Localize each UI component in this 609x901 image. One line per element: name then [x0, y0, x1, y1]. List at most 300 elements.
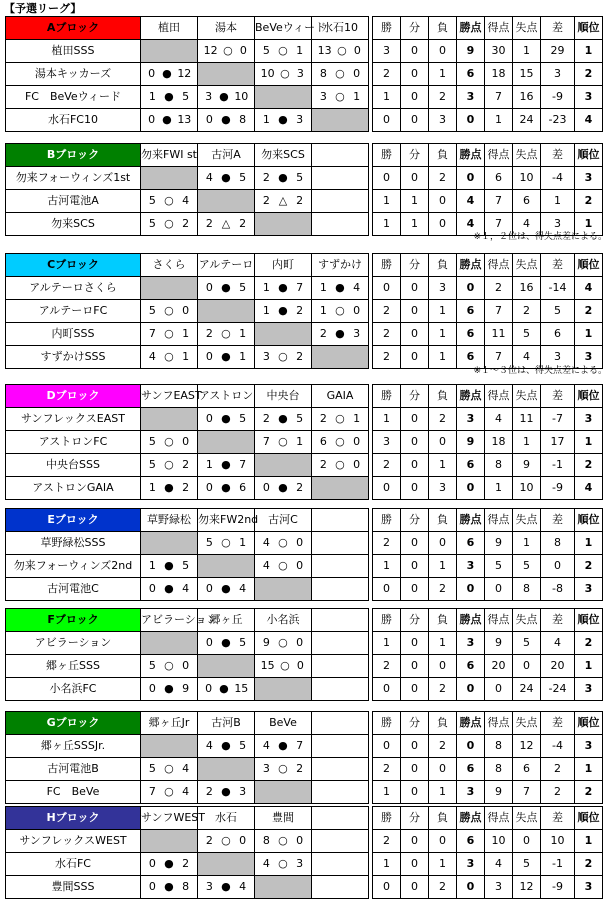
stat-header: 勝: [373, 254, 401, 277]
draws: 0: [401, 40, 429, 63]
goals-for: 3: [205, 880, 213, 893]
goals-for: 7: [262, 435, 270, 448]
opponent-header: 勿来FW2nd: [198, 509, 255, 532]
rank: 2: [575, 555, 603, 578]
result-mark: ○: [278, 44, 288, 57]
goals-conceded: 1: [513, 40, 541, 63]
opponent-header: 植田: [141, 17, 198, 40]
opponent-header: 勿来SCS: [255, 144, 312, 167]
goals-against: 0: [296, 536, 304, 549]
goals-for: 5: [205, 536, 213, 549]
rank: 1: [575, 532, 603, 555]
goals-against: 3: [296, 113, 304, 126]
match-result: [255, 431, 312, 454]
goals-scored: 18: [485, 431, 513, 454]
self-match-cell: [255, 323, 312, 346]
goals-against: 5: [239, 171, 247, 184]
wins: 3: [373, 40, 401, 63]
goals-against: 0: [296, 559, 304, 572]
goal-difference: 2: [541, 758, 575, 781]
goals-against: 15: [234, 682, 249, 695]
tiebreak-note: ※１，２位は、得失点差による。: [473, 232, 607, 242]
wins: 2: [373, 454, 401, 477]
team-name: 中央台SSS: [6, 454, 141, 477]
team-row: [6, 63, 603, 86]
block-name: Eブロック: [6, 509, 141, 532]
wins: 2: [373, 830, 401, 853]
draws: 0: [401, 655, 429, 678]
wins: 0: [373, 277, 401, 300]
block-name: Gブロック: [6, 712, 141, 735]
opponent-header: [312, 807, 369, 830]
points: 0: [457, 477, 485, 500]
result-mark: ●: [335, 327, 345, 340]
goal-difference: -23: [541, 109, 575, 132]
score: [141, 758, 197, 780]
result-mark: ○: [278, 834, 288, 847]
match-result: [198, 876, 255, 899]
result-mark: ○: [278, 857, 288, 870]
goals-conceded: 10: [513, 167, 541, 190]
result-mark: ●: [164, 880, 174, 893]
goals-conceded: 5: [513, 323, 541, 346]
goals-conceded: 4: [513, 213, 541, 236]
stat-header: 負: [429, 712, 457, 735]
score: [255, 408, 311, 430]
stat-header: 勝: [373, 17, 401, 40]
match-result: [312, 853, 369, 876]
losses: 2: [429, 167, 457, 190]
goals-against: 9: [182, 682, 190, 695]
rank: 2: [575, 454, 603, 477]
losses: 3: [429, 109, 457, 132]
match-result: [255, 167, 312, 190]
team-row: [6, 86, 603, 109]
score: [198, 40, 254, 62]
goals-for: 5: [262, 44, 270, 57]
result-mark: ○: [335, 458, 345, 471]
points: 6: [457, 454, 485, 477]
goals-for: 0: [148, 67, 156, 80]
rank: 3: [575, 167, 603, 190]
match-result: [312, 300, 369, 323]
team-name: 小名浜FC: [6, 678, 141, 701]
goals-against: 3: [296, 67, 304, 80]
goal-difference: -24: [541, 678, 575, 701]
team-row: [6, 190, 603, 213]
score: [141, 190, 197, 212]
score: [141, 300, 197, 322]
match-result: [141, 109, 198, 132]
match-result: [312, 40, 369, 63]
goal-difference: -4: [541, 167, 575, 190]
self-match-cell: [141, 167, 198, 190]
opponent-header: 水石10: [312, 17, 369, 40]
rank: 1: [575, 830, 603, 853]
block-g: [5, 711, 602, 804]
match-result: [198, 346, 255, 369]
result-mark: ○: [335, 412, 345, 425]
stat-header: 分: [401, 807, 429, 830]
match-result: [141, 346, 198, 369]
goals-against: 5: [239, 636, 247, 649]
stat-header: 差: [541, 385, 575, 408]
score: [141, 86, 197, 108]
match-result: [255, 555, 312, 578]
match-result: [198, 454, 255, 477]
header-row: [6, 144, 603, 167]
result-mark: ●: [164, 857, 174, 870]
team-name: アビラーション: [6, 632, 141, 655]
wins: 1: [373, 853, 401, 876]
score: [141, 213, 197, 235]
self-match-cell: [141, 408, 198, 431]
score: [255, 532, 311, 554]
match-result: [141, 213, 198, 236]
stat-header: 勝: [373, 144, 401, 167]
result-mark: ●: [221, 582, 231, 595]
self-match-cell: [198, 853, 255, 876]
score: [141, 431, 197, 453]
goals-against: 1: [353, 90, 361, 103]
goals-against: 0: [296, 659, 304, 672]
rank: 4: [575, 477, 603, 500]
goals-for: 4: [262, 857, 270, 870]
stat-header: 分: [401, 144, 429, 167]
rank: 4: [575, 277, 603, 300]
team-row: [6, 876, 603, 899]
goals-scored: 7: [485, 190, 513, 213]
team-name: サンフレックスWEST: [6, 830, 141, 853]
goals-scored: 6: [485, 167, 513, 190]
rank: 2: [575, 190, 603, 213]
score: [198, 277, 254, 299]
goals-for: 0: [148, 582, 156, 595]
goals-conceded: 1: [513, 532, 541, 555]
team-name: 古河電池A: [6, 190, 141, 213]
self-match-cell: [141, 40, 198, 63]
match-result: [141, 431, 198, 454]
header-row: [6, 807, 603, 830]
stat-header: 順位: [575, 609, 603, 632]
goals-against: 5: [239, 739, 247, 752]
score: [312, 277, 368, 299]
match-result: [141, 300, 198, 323]
losses: 1: [429, 346, 457, 369]
rank: 2: [575, 781, 603, 804]
match-result: [255, 830, 312, 853]
rank: 2: [575, 300, 603, 323]
match-result: [198, 86, 255, 109]
goals-for: 5: [148, 304, 156, 317]
score: [141, 63, 197, 85]
opponent-header: [312, 509, 369, 532]
team-name: 豊間SSS: [6, 876, 141, 899]
stat-header: 負: [429, 807, 457, 830]
opponent-header: アビラーション: [141, 609, 198, 632]
goals-for: 5: [148, 659, 156, 672]
stat-header: 失点: [513, 609, 541, 632]
stat-header: 得点: [485, 712, 513, 735]
wins: 2: [373, 655, 401, 678]
stat-header: 差: [541, 609, 575, 632]
stat-header: 差: [541, 807, 575, 830]
block-name: Bブロック: [6, 144, 141, 167]
team-row: [6, 758, 603, 781]
points: 0: [457, 578, 485, 601]
result-mark: ○: [278, 435, 288, 448]
wins: 1: [373, 555, 401, 578]
score: [255, 853, 311, 875]
match-result: [255, 632, 312, 655]
match-result: [255, 109, 312, 132]
stat-header: 失点: [513, 385, 541, 408]
points: 3: [457, 408, 485, 431]
score: [198, 477, 254, 499]
opponent-header: 古河B: [198, 712, 255, 735]
match-result: [198, 532, 255, 555]
stat-header: 勝点: [457, 509, 485, 532]
points: 0: [457, 735, 485, 758]
goals-against: 5: [296, 412, 304, 425]
team-name: 勿来フォーウィンズ1st: [6, 167, 141, 190]
stat-header: 負: [429, 17, 457, 40]
result-mark: ●: [221, 880, 231, 893]
match-result: [255, 346, 312, 369]
match-result: [198, 735, 255, 758]
score: [255, 63, 311, 85]
losses: 3: [429, 277, 457, 300]
goals-for: 1: [148, 481, 156, 494]
draws: 0: [401, 63, 429, 86]
goals-scored: 18: [485, 63, 513, 86]
opponent-header: 古河A: [198, 144, 255, 167]
losses: 0: [429, 758, 457, 781]
goals-against: 0: [353, 458, 361, 471]
goals-against: 0: [182, 435, 190, 448]
match-result: [255, 758, 312, 781]
goals-against: 2: [182, 481, 190, 494]
stat-header: 順位: [575, 17, 603, 40]
goals-against: 0: [353, 67, 361, 80]
score: [312, 323, 368, 345]
goals-conceded: 6: [513, 758, 541, 781]
goals-against: 4: [182, 194, 190, 207]
match-result: [198, 323, 255, 346]
match-result: [141, 678, 198, 701]
team-row: [6, 655, 603, 678]
score: [141, 346, 197, 368]
goal-difference: -9: [541, 86, 575, 109]
header-row: [6, 712, 603, 735]
goals-against: 2: [182, 857, 190, 870]
block-e: [5, 508, 602, 601]
team-name: 古河電池C: [6, 578, 141, 601]
score: [312, 86, 368, 108]
goals-for: 1: [262, 113, 270, 126]
stat-header: 勝点: [457, 17, 485, 40]
losses: 1: [429, 323, 457, 346]
goals-conceded: 11: [513, 408, 541, 431]
losses: 0: [429, 532, 457, 555]
losses: 1: [429, 454, 457, 477]
team-name: 湯本キッカーズ: [6, 63, 141, 86]
points: 6: [457, 63, 485, 86]
draws: 0: [401, 431, 429, 454]
goals-conceded: 5: [513, 555, 541, 578]
goals-against: 3: [353, 327, 361, 340]
goals-against: 4: [182, 762, 190, 775]
match-result: [198, 109, 255, 132]
goals-scored: 20: [485, 655, 513, 678]
result-mark: ○: [280, 659, 290, 672]
self-match-cell: [141, 830, 198, 853]
result-mark: ○: [221, 536, 231, 549]
result-mark: ○: [337, 44, 347, 57]
goal-difference: 8: [541, 532, 575, 555]
score: [255, 555, 311, 577]
standings-table: [5, 16, 603, 132]
team-name: 勿来フォーウィンズ2nd: [6, 555, 141, 578]
goals-for: 0: [205, 281, 213, 294]
self-match-cell: [255, 454, 312, 477]
result-mark: ●: [278, 739, 288, 752]
team-row: [6, 781, 603, 804]
losses: 1: [429, 555, 457, 578]
score: [198, 323, 254, 345]
goals-against: 1: [239, 350, 247, 363]
opponent-header: サンフEAST: [141, 385, 198, 408]
wins: 0: [373, 578, 401, 601]
points: 4: [457, 213, 485, 236]
points: 6: [457, 346, 485, 369]
goals-against: 0: [182, 304, 190, 317]
team-name: 植田SSS: [6, 40, 141, 63]
opponent-header: アルテーロ: [198, 254, 255, 277]
goals-against: 6: [239, 481, 247, 494]
team-name: 郷ヶ丘SSSJr.: [6, 735, 141, 758]
stat-header: 得点: [485, 17, 513, 40]
draws: 0: [401, 632, 429, 655]
goals-for: 0: [148, 113, 156, 126]
match-result: [312, 190, 369, 213]
team-row: [6, 477, 603, 500]
goals-against: 7: [296, 739, 304, 752]
standings-table: [5, 253, 603, 369]
goals-for: 5: [148, 194, 156, 207]
result-mark: ○: [335, 304, 345, 317]
self-match-cell: [198, 655, 255, 678]
stat-header: 分: [401, 712, 429, 735]
draws: 0: [401, 346, 429, 369]
opponent-header: [312, 609, 369, 632]
opponent-header: 小名浜: [255, 609, 312, 632]
rank: 3: [575, 876, 603, 899]
points: 4: [457, 190, 485, 213]
points: 0: [457, 167, 485, 190]
match-result: [198, 477, 255, 500]
match-result: [312, 63, 369, 86]
match-result: [312, 555, 369, 578]
goals-against: 0: [353, 44, 361, 57]
match-result: [312, 655, 369, 678]
team-name: FC BeVeウィード: [6, 86, 141, 109]
draws: 0: [401, 876, 429, 899]
opponent-header: 水石: [198, 807, 255, 830]
goals-for: 3: [262, 762, 270, 775]
losses: 1: [429, 63, 457, 86]
stat-header: 失点: [513, 712, 541, 735]
stat-header: 勝: [373, 807, 401, 830]
result-mark: ●: [221, 481, 231, 494]
points: 9: [457, 40, 485, 63]
header-row: [6, 17, 603, 40]
draws: 0: [401, 167, 429, 190]
goals-against: 2: [239, 217, 247, 230]
match-result: [255, 190, 312, 213]
goals-for: 0: [148, 857, 156, 870]
match-result: [312, 408, 369, 431]
score: [198, 578, 254, 600]
result-mark: ○: [335, 67, 345, 80]
goal-difference: -9: [541, 477, 575, 500]
goals-against: 2: [296, 194, 304, 207]
opponent-header: 郷ヶ丘Jr: [141, 712, 198, 735]
goals-scored: 5: [485, 555, 513, 578]
team-name: 郷ヶ丘SSS: [6, 655, 141, 678]
goals-scored: 9: [485, 532, 513, 555]
goals-for: 0: [205, 113, 213, 126]
goals-conceded: 15: [513, 63, 541, 86]
match-result: [141, 323, 198, 346]
score: [255, 109, 311, 131]
goals-against: 4: [182, 582, 190, 595]
score: [255, 300, 311, 322]
rank: 2: [575, 853, 603, 876]
losses: 2: [429, 678, 457, 701]
draws: 1: [401, 213, 429, 236]
rank: 3: [575, 86, 603, 109]
self-match-cell: [141, 735, 198, 758]
opponent-header: BeVeウィード: [255, 17, 312, 40]
block-a: [5, 16, 602, 132]
score: [198, 830, 254, 852]
goals-conceded: 6: [513, 190, 541, 213]
wins: 1: [373, 190, 401, 213]
goals-for: 2: [205, 327, 213, 340]
result-mark: ○: [278, 350, 288, 363]
goals-conceded: 1: [513, 431, 541, 454]
opponent-header: 草野緑松: [141, 509, 198, 532]
goals-scored: 7: [485, 300, 513, 323]
team-name: 古河電池B: [6, 758, 141, 781]
block-name: Hブロック: [6, 807, 141, 830]
result-mark: △: [221, 217, 231, 230]
score: [255, 190, 311, 212]
goals-scored: 3: [485, 876, 513, 899]
stat-header: 分: [401, 609, 429, 632]
losses: 0: [429, 655, 457, 678]
result-mark: ●: [221, 171, 231, 184]
match-result: [312, 431, 369, 454]
goals-for: 15: [260, 659, 275, 672]
wins: 2: [373, 346, 401, 369]
draws: 0: [401, 781, 429, 804]
header-row: [6, 385, 603, 408]
goals-for: 4: [205, 171, 213, 184]
goals-for: 4: [148, 350, 156, 363]
goals-for: 8: [262, 834, 270, 847]
